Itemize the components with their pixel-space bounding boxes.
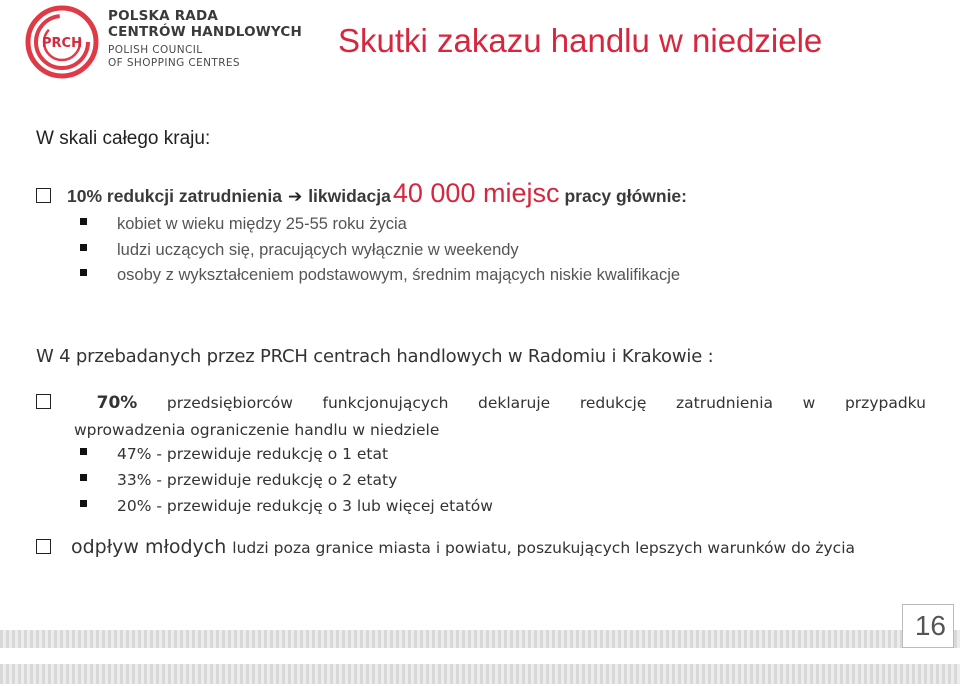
section2-heading: W 4 przebadanych przez PRCH centrach handlowych w Radomiu i Krakowie : (36, 346, 714, 367)
list-item (80, 215, 407, 234)
section3-rest: ludzi poza granice miasta i powiatu, poszukujących lepszych warunków do życia (232, 539, 855, 557)
section2-word: funkcjonujących (322, 394, 449, 412)
square-bullet-icon (80, 218, 87, 225)
list-item-text: 33% - przewiduje redukcję o 2 etaty (117, 471, 398, 489)
section2-main-line1 (36, 393, 926, 413)
checkbox-bullet-icon (36, 539, 51, 554)
list-item (80, 445, 388, 463)
list-item-text: ludzi uczących się, pracujących wyłącznie w weekendy (117, 241, 519, 259)
slide-title: Skutki zakazu handlu w niedziele (338, 22, 823, 59)
logo-line-2: CENTRÓW HANDLOWYCH (108, 23, 302, 40)
list-item (80, 241, 519, 260)
section1-main-point (36, 178, 687, 209)
square-bullet-icon (80, 500, 87, 507)
section1-main-big: 40 000 miejsc (392, 178, 560, 208)
logo-line-4: OF SHOPPING CENTRES (108, 56, 240, 69)
square-bullet-icon (80, 474, 87, 481)
logo-mark-text: PRCH (42, 36, 82, 51)
section2-word: redukcję (579, 394, 647, 412)
section1-heading: W skali całego kraju: (36, 128, 211, 149)
section2-word: deklaruje (478, 394, 551, 412)
list-item-text: 20% - przewiduje redukcję o 3 lub więcej etatów (117, 497, 493, 515)
checkbox-bullet-icon (36, 394, 51, 409)
footer-stripe (0, 630, 960, 648)
checkbox-bullet-icon (36, 188, 51, 203)
list-item (80, 266, 680, 285)
section2-word: przedsiębiorców (166, 394, 293, 412)
square-bullet-icon (80, 244, 87, 251)
list-item-text: kobiet w wieku między 25-55 roku życia (117, 215, 407, 233)
logo-text (108, 10, 302, 68)
logo-line-1: POLSKA RADA (108, 8, 219, 24)
section2-word: przypadku (844, 394, 926, 412)
square-bullet-icon (80, 448, 87, 455)
section2-main-line2: wprowadzenia ograniczenie handlu w niedziele (74, 421, 440, 439)
prch-logo (24, 4, 314, 74)
page-number: 16 (914, 610, 946, 641)
list-item-text: 47% - przewiduje redukcję o 1 etat (117, 445, 389, 463)
footer-stripe (0, 664, 960, 684)
section2-main-point (36, 393, 926, 439)
section1-main-part1: 10% redukcji zatrudnienia (67, 186, 282, 206)
prch-logo-mark (24, 4, 100, 80)
square-bullet-icon (80, 269, 87, 276)
list-item-text: osoby z wykształceniem podstawowym, średnim mających niskie kwalifikacje (117, 266, 681, 284)
logo-line-3: POLISH COUNCIL (108, 44, 203, 56)
section2-pct: 70% (96, 393, 138, 413)
section3-lead: odpływ młodych (71, 536, 227, 558)
list-item (80, 497, 493, 515)
section2-word: w (802, 394, 816, 412)
arrow-right-icon: ➔ (287, 187, 303, 207)
list-item (80, 471, 397, 489)
section1-main-part2: likwidacja (308, 186, 391, 206)
section1-main-part3: pracy głównie: (564, 186, 687, 206)
section3-point (36, 536, 855, 558)
section2-word: zatrudnienia (676, 394, 774, 412)
